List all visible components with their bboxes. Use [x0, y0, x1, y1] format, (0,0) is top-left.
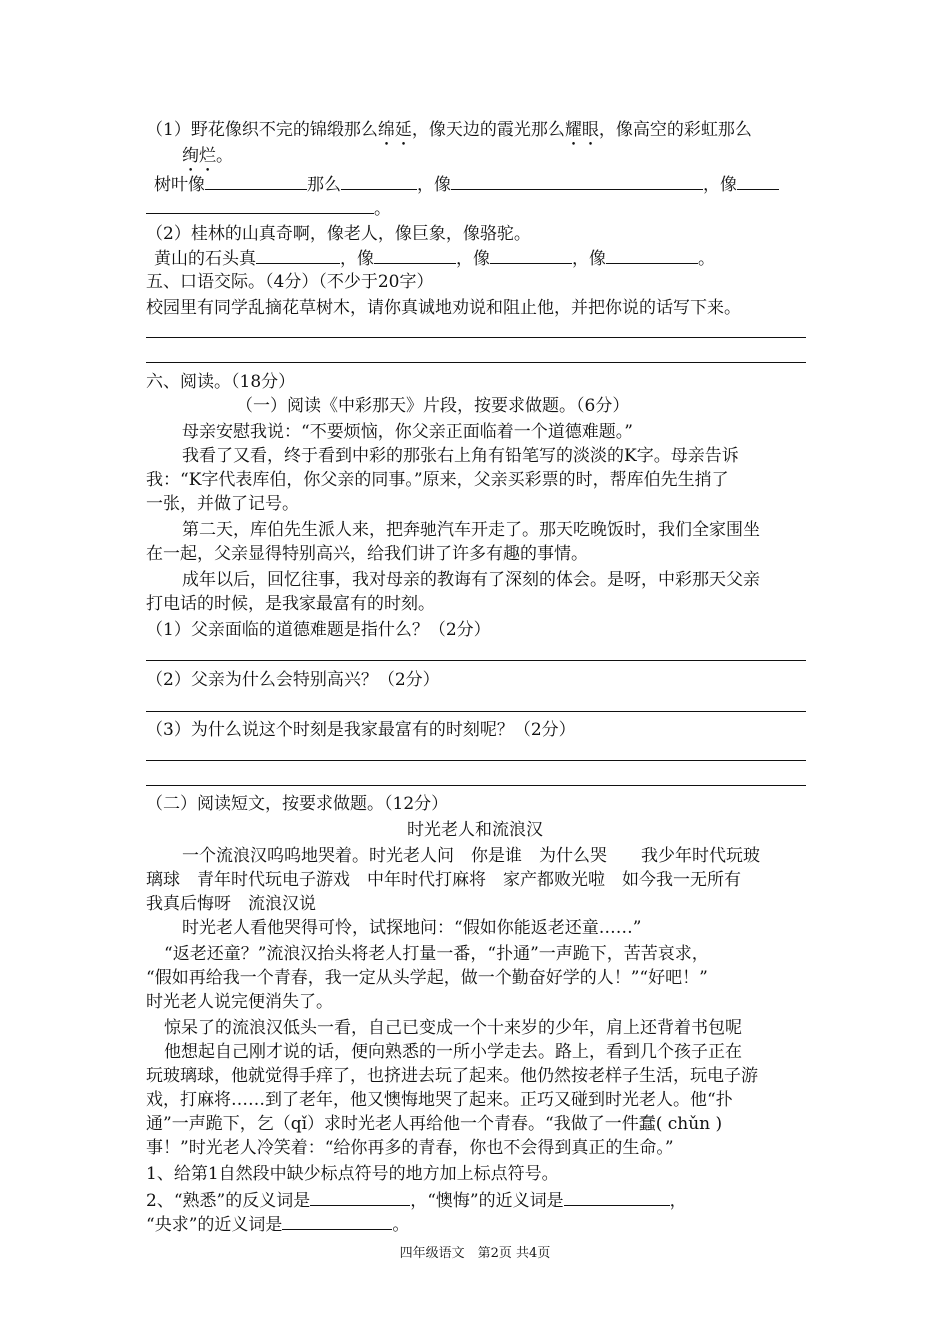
passage1-para4-line2: 打电话的时候，是我家最富有的时刻。 [146, 594, 435, 614]
q5-prompt: 校园里有同学乱摘花草树木，请你真诚地劝说和阻止他，并把你说的话写下来。 [146, 298, 741, 318]
story-para4-line6: 事！”时光老人冷笑着：“给你再多的青春，你也不会得到真正的生命。” [146, 1138, 674, 1158]
task2-line2 [146, 1212, 409, 1237]
answer-blank[interactable] [341, 172, 417, 190]
task2-line1 [146, 1188, 687, 1213]
story-para4-line1: 惊呆了的流浪汉低头一看，自己已变成一个十来岁的少年，肩上还背着书包呢 [164, 1018, 742, 1038]
page-footer: 四年级语文 第2页 共4页 [399, 1246, 551, 1261]
text: （1）野花像织不完的锦缎那么 [146, 120, 378, 140]
task1: 1、给第1自然段中缺少标点符号的地方加上标点符号。 [146, 1164, 559, 1184]
answer-line[interactable] [146, 337, 806, 338]
passage1-para2-line1: 我看了又看，终于看到中彩的那张右上角有铅笔写的淡淡的K字。母亲告诉 [182, 446, 739, 466]
text: ，像天边的霞光那么 [411, 120, 565, 140]
answer-blank[interactable] [310, 1188, 410, 1206]
text: “央求”的近义词是 [146, 1215, 283, 1235]
text: ，“懊悔”的近义词是 [410, 1191, 564, 1211]
answer-line[interactable] [146, 660, 806, 661]
text: ，像 [340, 249, 374, 269]
text: 。 [392, 1215, 410, 1235]
text: ， [669, 1191, 687, 1211]
text: 。 [216, 146, 233, 166]
emphasized-word: 耀眼 [564, 120, 599, 140]
passage1-para3-line2: 在一起，父亲显得特别高兴，给我们讲了许多有趣的事情。 [146, 544, 588, 564]
story-para1-line1: 一个流浪汉呜呜地哭着。时光老人问 你是谁 为什么哭 我少年时代玩玻 [182, 846, 760, 866]
passage1-para1: 母亲安慰我说：“不要烦恼，你父亲正面临着一个道德难题。” [182, 422, 633, 442]
answer-line[interactable] [146, 362, 806, 363]
reading1-question2: （2）父亲为什么会特别高兴？（2分） [146, 670, 440, 690]
text: 2、“熟悉”的反义词是 [146, 1191, 311, 1211]
emphasized-word: 绵延 [377, 120, 412, 140]
answer-blank[interactable] [564, 1188, 670, 1206]
text: 。 [698, 249, 715, 269]
story-title: 时光老人和流浪汉 [407, 820, 543, 840]
text: ，像 [456, 249, 490, 269]
answer-blank[interactable] [205, 172, 307, 190]
reading1-question1: （1）父亲面临的道德难题是指什么？（2分） [146, 620, 491, 640]
q4-sub1-fill-line1 [154, 172, 779, 197]
story-para1-line3: 我真后悔呀 流浪汉说 [146, 894, 316, 914]
answer-line[interactable] [146, 711, 806, 712]
story-para4-line5: 通”一声跪下，乞（qǐ）求时光老人再给他一个青春。“我做了一件蠢( chǔn ) [146, 1114, 723, 1134]
q6-part1-title: （一）阅读《中彩那天》片段，按要求做题。（6分） [236, 396, 630, 416]
story-para3-line3: 时光老人说完便消失了。 [146, 992, 333, 1012]
passage1-para2-line2: 我：“K字代表库伯，你父亲的同事。”原来，父亲买彩票的时，帮库伯先生捎了 [146, 470, 729, 490]
answer-blank[interactable] [374, 246, 456, 264]
text: 。 [374, 199, 391, 219]
q4-sub1-fill-line2 [146, 196, 391, 221]
story-para4-line2: 他想起自己刚才说的话，便向熟悉的一所小学走去。路上，看到几个孩子正在 [164, 1042, 742, 1062]
answer-line[interactable] [146, 760, 806, 761]
answer-blank[interactable] [737, 172, 779, 190]
q4-sub2-model: （2）桂林的山真奇啊，像老人，像巨象，像骆驼。 [146, 224, 531, 244]
answer-blank[interactable] [606, 246, 698, 264]
answer-line[interactable] [146, 785, 806, 786]
answer-blank[interactable] [146, 196, 374, 214]
story-para3-line1: “返老还童？”流浪汉抬头将老人打量一番，“扑通”一声跪下，苦苦哀求， [164, 944, 709, 964]
text: ，像 [703, 175, 737, 195]
answer-blank[interactable] [490, 246, 572, 264]
emphasized-word: 绚烂 [182, 146, 216, 166]
passage1-para3-line1: 第二天，库伯先生派人来，把奔驰汽车开走了。那天吃晚饭时，我们全家围坐 [182, 520, 760, 540]
answer-blank[interactable] [451, 172, 703, 190]
q4-sub2-fill [154, 246, 715, 271]
q6-title: 六、阅读。（18分） [146, 372, 296, 392]
answer-blank[interactable] [256, 246, 340, 264]
story-para3-line2: “假如再给我一个青春，我一定从头学起，做一个勤奋好学的人！”“好吧！” [146, 968, 708, 988]
passage1-para2-line3: 一张，并做了记号。 [146, 494, 299, 514]
text: 树叶像 [154, 175, 205, 195]
text: 黄山的石头真 [154, 249, 256, 269]
q5-title: 五、口语交际。（4分）（不少于20字） [146, 272, 434, 292]
q4-sub1-model-line1 [146, 118, 752, 150]
story-para2: 时光老人看他哭得可怜，试探地问：“假如你能返老还童……” [182, 918, 642, 938]
passage1-para4-line1: 成年以后，回忆往事，我对母亲的教诲有了深刻的体会。是呀，中彩那天父亲 [182, 570, 760, 590]
story-para4-line4: 戏，打麻将……到了老年，他又懊悔地哭了起来。正巧又碰到时光老人。他“扑 [146, 1090, 733, 1110]
story-para1-line2: 璃球 青年时代玩电子游戏 中年时代打麻将 家产都败光啦 如今我一无所有 [146, 870, 741, 890]
reading1-question3: （3）为什么说这个时刻是我家最富有的时刻呢？（2分） [146, 720, 576, 740]
text: ，像 [572, 249, 606, 269]
story-para4-line3: 玩玻璃球，他就觉得手痒了，也挤进去玩了起来。他仍然按老样子生活，玩电子游 [146, 1066, 758, 1086]
text: ，像高空的彩虹那么 [598, 120, 752, 140]
answer-blank[interactable] [282, 1212, 392, 1230]
text: 那么 [307, 175, 341, 195]
text: ，像 [417, 175, 451, 195]
q6-part2-title: （二）阅读短文，按要求做题。（12分） [146, 794, 449, 814]
